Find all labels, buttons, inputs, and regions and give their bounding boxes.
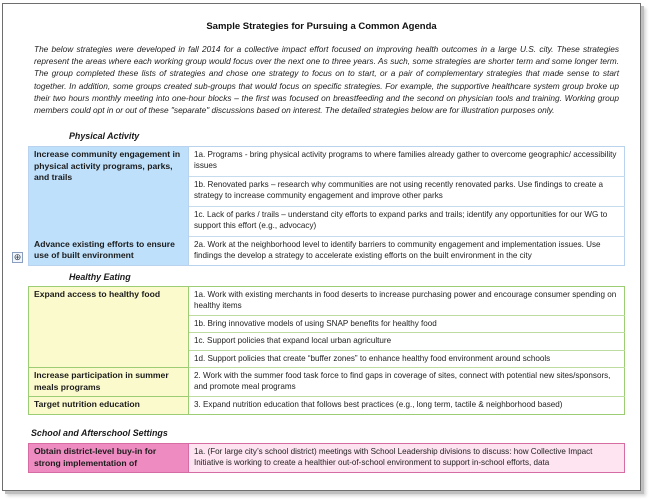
strategy-cell: 2a. Work at the neighborhood level to identify barriers to community engagement and implementation issues. Use findings the develop a strategy to accelerate existing efforts on the built environment in the city (189, 237, 625, 266)
table-row (29, 287, 625, 316)
document-page (2, 3, 641, 491)
goal-cell: Advance existing efforts to ensure use of built environment (29, 237, 189, 266)
table-row (29, 237, 625, 266)
table-row (29, 147, 625, 177)
table-row (29, 444, 625, 473)
strategy-cell: 1a. Work with existing merchants in food deserts to increase purchasing power and encourage consumer spending on healthy items (189, 287, 625, 316)
strategy-cell: 1b. Bring innovative models of using SNAP benefits for healthy food (189, 315, 625, 332)
physical-activity-heading: Physical Activity (69, 131, 140, 141)
goal-cell: Expand access to healthy food (29, 287, 189, 368)
table-move-handle-icon[interactable]: ⊕ (13, 252, 22, 262)
healthy-eating-heading: Healthy Eating (69, 272, 131, 282)
strategy-cell: 3. Expand nutrition education that follows best practices (e.g., long term, tactile & neighborhood based) (189, 397, 625, 415)
intro-paragraph: The below strategies were developed in fall 2014 for a collective impact effort focused on improving health outcomes in a large U.S. city. These strategies represent the areas where each working group would focus over the next one to three years. As such, some strategies are shorter term and some longer term. The group completed these lists of strategies and chose one strategy to focus on to start, or a pair of complementary strategies that made sense to start together. In addition, some groups created sub-groups that would focus on specific strategies. For example, the supportive healthcare system group broke up their two hours monthly meeting into one-hour blocks – the first was focused on breastfeeding and the second on physician tools and training. Working group members could opt in or out of these "separate" discussions based on interest. The detailed strategies below are for illustration purposes only. (34, 44, 619, 116)
strategy-cell: 1a. (For large city’s school district) meetings with School Leadership divisions to discuss: how Collective Impact Initiative is working to create a healthier out-of-school environment to support in-school efforts, data (189, 444, 625, 473)
healthy-eating-table (28, 286, 625, 415)
goal-cell: Increase participation in summer meals programs (29, 368, 189, 397)
school-settings-table (28, 443, 625, 473)
goal-cell: Increase community engagement in physical activity programs, parks, and trails (29, 147, 189, 237)
strategy-cell: 1c. Support policies that expand local urban agriculture (189, 333, 625, 350)
strategy-cell: 1d. Support policies that create “buffer zones” to enhance healthy food environment around schools (189, 350, 625, 367)
strategy-cell: 1b. Renovated parks – research why communities are not using recently renovated parks. Use findings to create a strategy to increase community engagement and improve other parks (189, 177, 625, 207)
strategy-cell: 1c. Lack of parks / trails – understand city efforts to expand parks and trails; identify any opportunities for our WG to support this effort (e.g., advocacy) (189, 207, 625, 237)
goal-cell: Target nutrition education (29, 397, 189, 415)
table-row (29, 397, 625, 415)
table-row (29, 368, 625, 397)
strategy-cell: 2. Work with the summer food task force to find gaps in coverage of sites, connect with potential new sites/sponsors, and promote meal programs (189, 368, 625, 397)
school-settings-heading: School and Afterschool Settings (31, 428, 168, 438)
goal-cell: Obtain district-level buy-in for strong implementation of (29, 444, 189, 473)
document-title: Sample Strategies for Pursuing a Common Agenda (206, 21, 437, 32)
strategy-cell: 1a. Programs - bring physical activity programs to where families already gather to overcome geographic/ accessibility issues (189, 147, 625, 177)
physical-activity-table (28, 146, 625, 266)
